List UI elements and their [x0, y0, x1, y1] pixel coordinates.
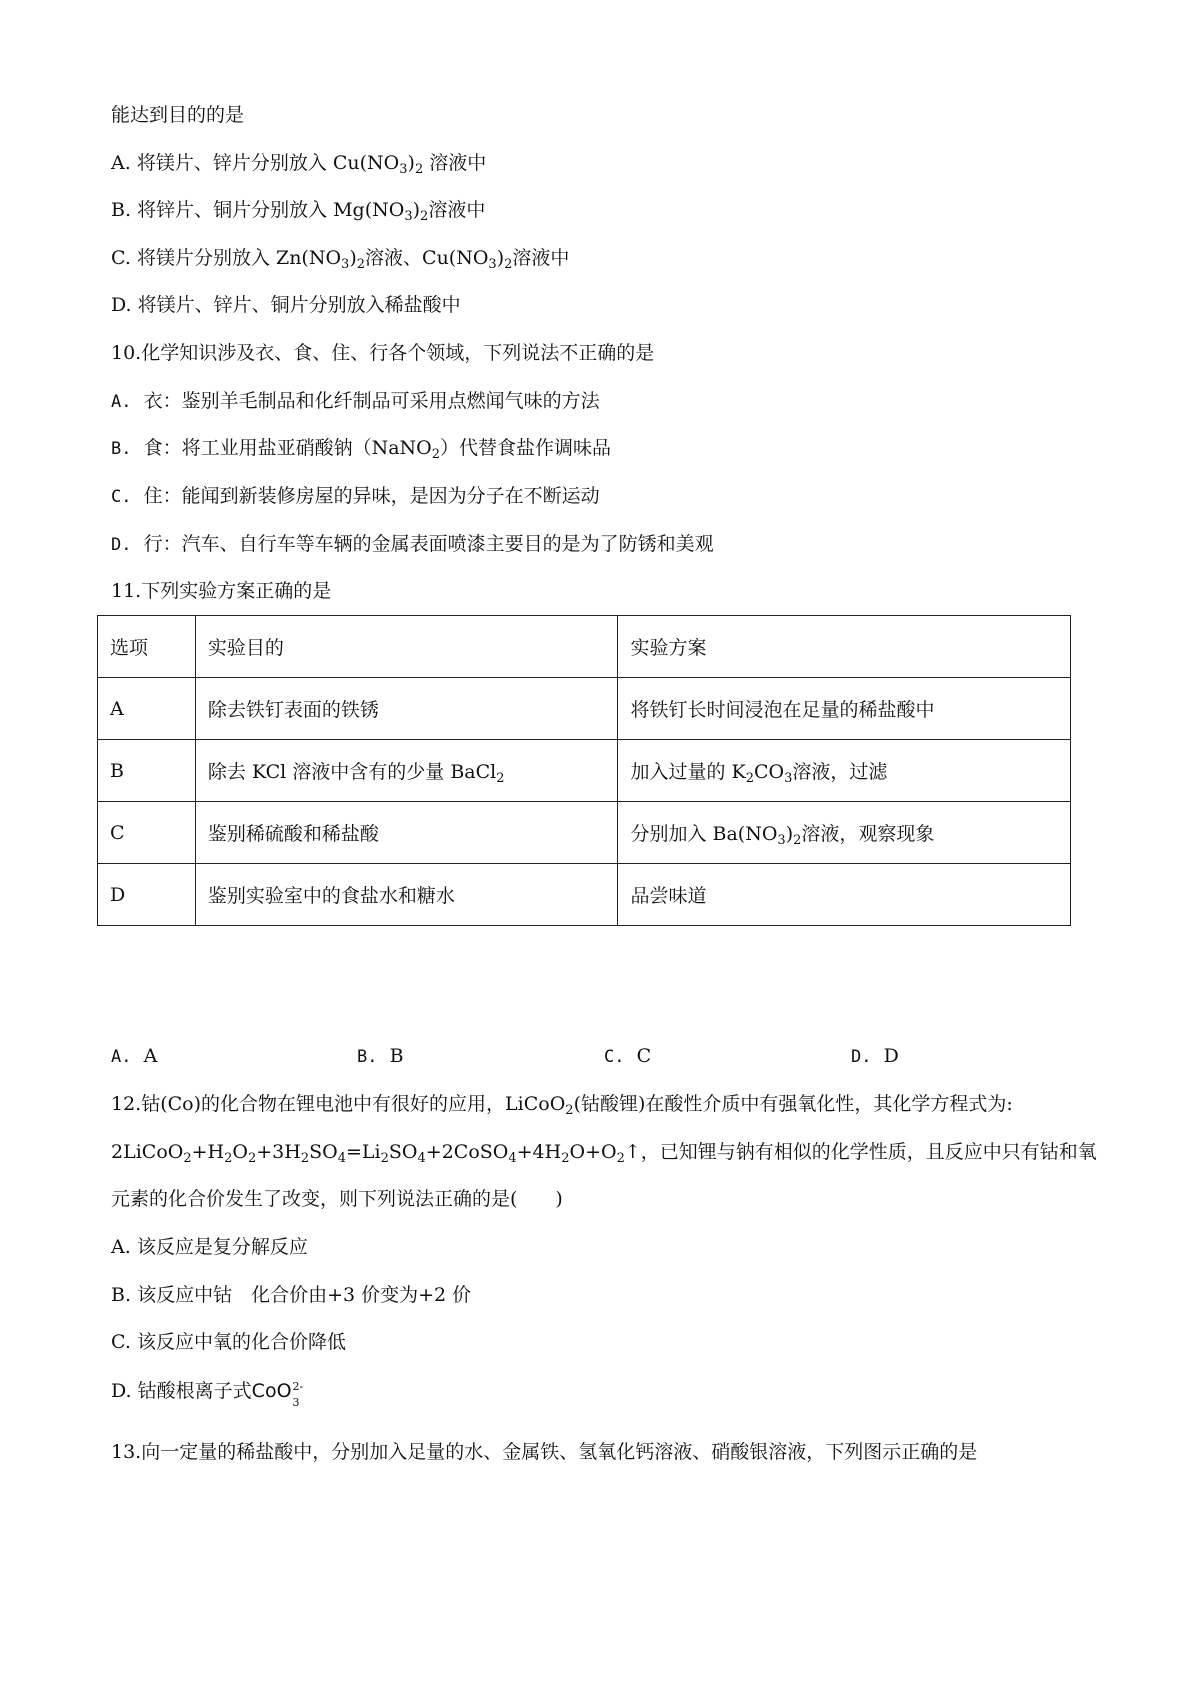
- q12-line-1: 12.钴(Co)的化合物在锂电池中有很好的应用，LiCoO$_2$(钴酸锂)在酸性介质中有强氧化性，其化学方程式为:: [111, 1093, 1013, 1118]
- row-plan: 加入过量的 $K_2CO_3$溶液，过滤: [618, 740, 1071, 802]
- row-option: D: [98, 864, 196, 926]
- answer-b: B. B: [357, 1045, 404, 1067]
- row-option: C: [98, 802, 196, 864]
- q9-stem-tail: 能达到目的的是: [111, 104, 245, 126]
- row-option: A: [98, 678, 196, 740]
- q12-option-a: A. 该反应是复分解反应: [111, 1236, 308, 1258]
- chemical-equation: $2LiCoO_2+H_2O_2+3H_2SO_4=Li_2SO_4+2CoSO_4+4H_2O+O_2↑$: [111, 1141, 641, 1166]
- row-option: B: [98, 740, 196, 802]
- row-purpose: 除去 KCl 溶液中含有的少量 BaCl$_2$: [195, 740, 618, 802]
- q10-option-a: A. 衣：鉴别羊毛制品和化纤制品可采用点燃闻气味的方法: [111, 390, 600, 412]
- q9-option-d: D. 将镁片、锌片、铜片分别放入稀盐酸中: [111, 294, 461, 316]
- answer-c: C. C: [604, 1045, 652, 1067]
- table-row: [98, 802, 1071, 864]
- ion-formula: CoO 2- 3: [251, 1380, 304, 1409]
- q10-option-b: B. 食：将工业用盐亚硝酸钠（NaNO$_2$）代替食盐作调味品: [111, 437, 612, 462]
- q13-stem: 13.向一定量的稀盐酸中，分别加入足量的水、金属铁、氢氧化钙溶液、硝酸银溶液，下列图示正确的是: [111, 1441, 978, 1463]
- answer-d: D. D: [851, 1045, 899, 1067]
- q9-option-a: A. 将镁片、锌片分别放入 $Cu(NO_3)_2$ 溶液中: [111, 152, 487, 177]
- q12-option-c: C. 该反应中氧的化合价降低: [111, 1331, 346, 1353]
- q10-option-d: D. 行：汽车、自行车等车辆的金属表面喷漆主要目的是为了防锈和美观: [111, 533, 714, 555]
- header-option: 选项: [98, 616, 196, 678]
- row-plan: 品尝味道: [618, 864, 1071, 926]
- table-row: [98, 864, 1071, 926]
- row-plan: 分别加入 $Ba(NO_3)_2$溶液，观察现象: [618, 802, 1071, 864]
- q11-answers: [111, 1042, 1111, 1070]
- table-row: [98, 740, 1071, 802]
- q11-stem: 11.下列实验方案正确的是: [111, 580, 332, 602]
- q12-option-d: D. 钴酸根离子式CoO 2- 3: [111, 1377, 306, 1405]
- q9-option-b: B. 将锌片、铜片分别放入 $Mg(NO_3)_2$溶液中: [111, 199, 486, 224]
- answer-a: A. A: [111, 1045, 158, 1067]
- q10-option-c: C. 住：能闻到新装修房屋的异味，是因为分子在不断运动: [111, 485, 600, 507]
- header-purpose: 实验目的: [195, 616, 618, 678]
- table-header-row: [98, 616, 1071, 678]
- q11-table: [97, 615, 1071, 926]
- table-row: [98, 678, 1071, 740]
- q12-line-3: 元素的化合价发生了改变，则下列说法正确的是( ): [111, 1188, 563, 1210]
- row-purpose: 鉴别稀硫酸和稀盐酸: [195, 802, 618, 864]
- q9-option-c: C. 将镁片分别放入 $Zn(NO_3)_2$溶液、$Cu(NO_3)_2$溶液中: [111, 247, 570, 272]
- row-purpose: 鉴别实验室中的食盐水和糖水: [195, 864, 618, 926]
- header-plan: 实验方案: [618, 616, 1071, 678]
- q12-option-b: B. 该反应中钴 化合价由+3 价变为+2 价: [111, 1284, 472, 1306]
- q10-stem: 10.化学知识涉及衣、食、住、行各个领域，下列说法不正确的是: [111, 342, 655, 364]
- q12-equation-line: $2LiCoO_2+H_2O_2+3H_2SO_4=Li_2SO_4+2CoSO_4+4H_2O+O_2↑$，已知锂与钠有相似的化学性质，且反应中只有钴和氧: [111, 1141, 1097, 1166]
- row-plan: 将铁钉长时间浸泡在足量的稀盐酸中: [618, 678, 1071, 740]
- row-purpose: 除去铁钉表面的铁锈: [195, 678, 618, 740]
